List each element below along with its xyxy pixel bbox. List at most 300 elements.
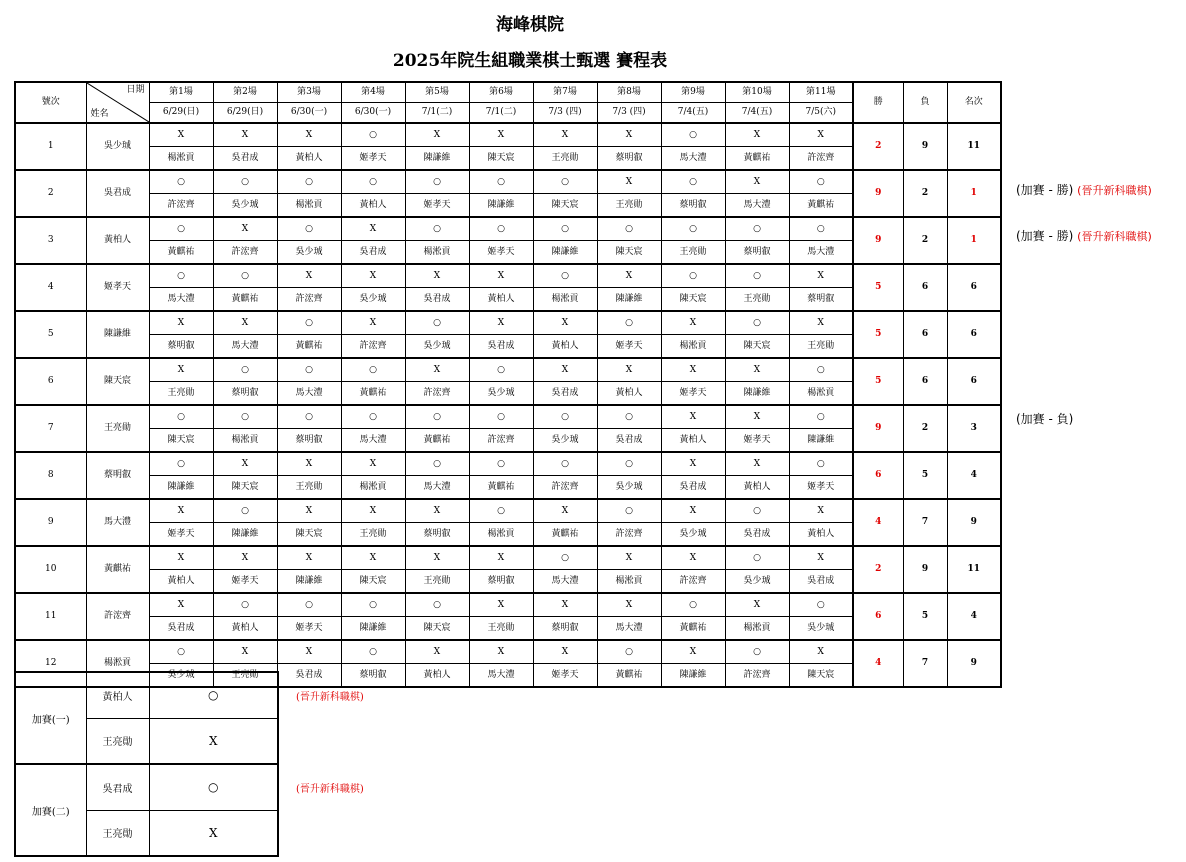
player-wins: 5 bbox=[853, 264, 903, 311]
game-result: X bbox=[789, 546, 853, 570]
game-opponent: 陳天宸 bbox=[405, 617, 469, 641]
game-opponent: 姬孝天 bbox=[469, 241, 533, 265]
game-opponent: 黃麒祐 bbox=[149, 241, 213, 265]
playoff-1-note: (晉升新科職棋) bbox=[296, 692, 364, 703]
game-opponent: 馬大澧 bbox=[405, 476, 469, 500]
game-result: X bbox=[277, 264, 341, 288]
game-result: ○ bbox=[469, 170, 533, 194]
game-opponent: 馬大澧 bbox=[661, 147, 725, 171]
round-label: 第2場 bbox=[213, 82, 277, 103]
player-wins: 4 bbox=[853, 499, 903, 546]
game-result: ○ bbox=[341, 123, 405, 147]
game-result: ○ bbox=[533, 546, 597, 570]
round-label: 第3場 bbox=[277, 82, 341, 103]
game-result: ○ bbox=[277, 311, 341, 335]
game-opponent: 黃柏人 bbox=[341, 194, 405, 218]
game-result: X bbox=[149, 123, 213, 147]
player-name: 蔡明叡 bbox=[86, 452, 149, 499]
page-title: 海峰棋院 bbox=[496, 15, 564, 35]
player-losses: 2 bbox=[903, 217, 947, 264]
player-name: 姬孝天 bbox=[86, 264, 149, 311]
game-result: ○ bbox=[213, 358, 277, 382]
playoff-2-result-1: ○ bbox=[149, 764, 278, 810]
player-row bbox=[15, 546, 1001, 570]
game-opponent: 馬大澧 bbox=[149, 288, 213, 312]
game-result: ○ bbox=[469, 358, 533, 382]
game-result: X bbox=[661, 546, 725, 570]
game-result: ○ bbox=[661, 123, 725, 147]
game-result: ○ bbox=[341, 593, 405, 617]
game-opponent: 楊淞貢 bbox=[597, 570, 661, 594]
game-result: ○ bbox=[149, 452, 213, 476]
game-result: ○ bbox=[277, 217, 341, 241]
game-opponent: 姬孝天 bbox=[661, 382, 725, 406]
game-result: ○ bbox=[725, 264, 789, 288]
game-opponent: 黃柏人 bbox=[149, 570, 213, 594]
game-opponent: 黃柏人 bbox=[213, 617, 277, 641]
game-opponent: 楊淞貢 bbox=[149, 147, 213, 171]
playoff-1-label: 加賽(一) bbox=[15, 672, 86, 764]
game-result: ○ bbox=[341, 640, 405, 664]
game-opponent: 姬孝天 bbox=[789, 476, 853, 500]
player-name: 楊淞貢 bbox=[86, 640, 149, 687]
round-date: 7/4(五) bbox=[661, 103, 725, 124]
round-date: 7/3 (四) bbox=[597, 103, 661, 124]
game-result: ○ bbox=[341, 358, 405, 382]
round-date: 7/4(五) bbox=[725, 103, 789, 124]
round-date: 6/30(一) bbox=[277, 103, 341, 124]
player-number: 10 bbox=[15, 546, 86, 593]
game-result: ○ bbox=[725, 640, 789, 664]
game-opponent: 蔡明叡 bbox=[341, 664, 405, 688]
game-opponent: 陳謙維 bbox=[341, 617, 405, 641]
game-result: X bbox=[469, 264, 533, 288]
game-opponent: 黃柏人 bbox=[405, 664, 469, 688]
game-opponent: 許浤齊 bbox=[277, 288, 341, 312]
game-result: ○ bbox=[597, 311, 661, 335]
game-opponent: 黃麒祐 bbox=[277, 335, 341, 359]
game-opponent: 馬大澧 bbox=[277, 382, 341, 406]
game-opponent: 陳天宸 bbox=[469, 147, 533, 171]
player-losses: 7 bbox=[903, 640, 947, 687]
game-opponent: 蔡明叡 bbox=[213, 382, 277, 406]
game-opponent: 蔡明叡 bbox=[405, 523, 469, 547]
game-result: ○ bbox=[533, 217, 597, 241]
player-number: 11 bbox=[15, 593, 86, 640]
header-losses: 負 bbox=[903, 82, 947, 123]
game-result: X bbox=[661, 358, 725, 382]
game-opponent: 楊淞貢 bbox=[725, 617, 789, 641]
playoff-2-player-2: 王亮勛 bbox=[86, 810, 149, 856]
game-result: X bbox=[341, 264, 405, 288]
game-opponent: 姬孝天 bbox=[533, 664, 597, 688]
game-opponent: 蔡明叡 bbox=[597, 147, 661, 171]
game-opponent: 姬孝天 bbox=[277, 617, 341, 641]
game-opponent: 姬孝天 bbox=[405, 194, 469, 218]
game-opponent: 王亮勛 bbox=[725, 288, 789, 312]
player-rank: 1 bbox=[947, 170, 1001, 217]
game-result: ○ bbox=[789, 170, 853, 194]
player-row bbox=[15, 123, 1001, 147]
game-result: X bbox=[469, 123, 533, 147]
player-number: 1 bbox=[15, 123, 86, 170]
game-result: X bbox=[277, 546, 341, 570]
player-row bbox=[15, 358, 1001, 382]
game-result: ○ bbox=[789, 452, 853, 476]
game-result: ○ bbox=[661, 593, 725, 617]
game-opponent: 吳少珹 bbox=[661, 523, 725, 547]
game-result: X bbox=[789, 264, 853, 288]
player-rank: 4 bbox=[947, 452, 1001, 499]
game-result: ○ bbox=[149, 264, 213, 288]
game-opponent: 吳少珹 bbox=[277, 241, 341, 265]
game-opponent: 許浤齊 bbox=[725, 664, 789, 688]
game-result: X bbox=[597, 123, 661, 147]
game-result: ○ bbox=[661, 170, 725, 194]
game-opponent: 馬大澧 bbox=[213, 335, 277, 359]
game-result: X bbox=[213, 311, 277, 335]
player-row bbox=[15, 264, 1001, 288]
game-result: X bbox=[789, 123, 853, 147]
game-result: X bbox=[661, 499, 725, 523]
game-result: X bbox=[725, 405, 789, 429]
player-number: 7 bbox=[15, 405, 86, 452]
game-result: ○ bbox=[597, 217, 661, 241]
game-opponent: 黃柏人 bbox=[277, 147, 341, 171]
game-opponent: 吳君成 bbox=[597, 429, 661, 453]
game-result: X bbox=[149, 358, 213, 382]
game-opponent: 吳君成 bbox=[341, 241, 405, 265]
game-result: ○ bbox=[597, 640, 661, 664]
game-result: ○ bbox=[661, 217, 725, 241]
game-opponent: 吳少珹 bbox=[469, 382, 533, 406]
game-result: X bbox=[341, 499, 405, 523]
player-rank: 11 bbox=[947, 123, 1001, 170]
game-opponent: 姬孝天 bbox=[149, 523, 213, 547]
game-result: X bbox=[213, 640, 277, 664]
game-opponent: 楊淞貢 bbox=[277, 194, 341, 218]
game-opponent: 許浤齊 bbox=[661, 570, 725, 594]
game-opponent: 馬大澧 bbox=[725, 194, 789, 218]
game-result: ○ bbox=[149, 217, 213, 241]
game-result: ○ bbox=[469, 452, 533, 476]
game-opponent: 吳君成 bbox=[213, 147, 277, 171]
game-opponent: 許浤齊 bbox=[789, 147, 853, 171]
game-result: X bbox=[469, 593, 533, 617]
game-opponent: 蔡明叡 bbox=[469, 570, 533, 594]
game-result: X bbox=[341, 311, 405, 335]
game-result: ○ bbox=[533, 405, 597, 429]
game-result: ○ bbox=[533, 452, 597, 476]
player-losses: 2 bbox=[903, 405, 947, 452]
game-result: ○ bbox=[469, 405, 533, 429]
note-row-7-text: (加賽 - 負) bbox=[1016, 412, 1074, 426]
game-opponent: 吳君成 bbox=[469, 335, 533, 359]
game-opponent: 吳少珹 bbox=[533, 429, 597, 453]
game-result: X bbox=[213, 452, 277, 476]
playoff-2-result-2: X bbox=[149, 810, 278, 856]
game-opponent: 蔡明叡 bbox=[277, 429, 341, 453]
round-date: 7/3 (四) bbox=[533, 103, 597, 124]
round-date: 7/1(二) bbox=[405, 103, 469, 124]
game-opponent: 許浤齊 bbox=[533, 476, 597, 500]
game-result: X bbox=[725, 452, 789, 476]
player-losses: 9 bbox=[903, 123, 947, 170]
game-result: ○ bbox=[405, 311, 469, 335]
game-opponent: 許浤齊 bbox=[149, 194, 213, 218]
game-result: X bbox=[405, 358, 469, 382]
player-name: 黃柏人 bbox=[86, 217, 149, 264]
round-date: 6/30(一) bbox=[341, 103, 405, 124]
game-result: ○ bbox=[725, 546, 789, 570]
game-opponent: 陳謙維 bbox=[725, 382, 789, 406]
game-result: X bbox=[213, 123, 277, 147]
game-result: X bbox=[597, 264, 661, 288]
game-result: ○ bbox=[149, 405, 213, 429]
player-losses: 6 bbox=[903, 358, 947, 405]
player-number: 2 bbox=[15, 170, 86, 217]
game-result: ○ bbox=[405, 170, 469, 194]
game-result: ○ bbox=[405, 452, 469, 476]
game-result: X bbox=[149, 546, 213, 570]
player-wins: 6 bbox=[853, 452, 903, 499]
game-result: X bbox=[405, 546, 469, 570]
game-opponent: 楊淞貢 bbox=[533, 288, 597, 312]
playoff-table bbox=[14, 671, 279, 857]
game-opponent: 王亮勛 bbox=[213, 664, 277, 688]
game-result: X bbox=[725, 123, 789, 147]
game-result: X bbox=[341, 217, 405, 241]
game-result: ○ bbox=[213, 405, 277, 429]
player-wins: 2 bbox=[853, 123, 903, 170]
game-result: ○ bbox=[661, 264, 725, 288]
game-result: X bbox=[789, 640, 853, 664]
player-wins: 5 bbox=[853, 358, 903, 405]
game-opponent: 蔡明叡 bbox=[725, 241, 789, 265]
game-opponent: 楊淞貢 bbox=[469, 523, 533, 547]
player-number: 12 bbox=[15, 640, 86, 687]
game-opponent: 許浤齊 bbox=[341, 335, 405, 359]
round-label: 第10場 bbox=[725, 82, 789, 103]
player-rank: 9 bbox=[947, 640, 1001, 687]
player-losses: 5 bbox=[903, 593, 947, 640]
note-row-2-promo: (晉升新科職棋) bbox=[1077, 184, 1152, 197]
schedule-table bbox=[14, 81, 1002, 688]
round-label: 第8場 bbox=[597, 82, 661, 103]
header-date-name bbox=[86, 82, 149, 123]
game-opponent: 陳天宸 bbox=[789, 664, 853, 688]
player-name: 陳天宸 bbox=[86, 358, 149, 405]
game-opponent: 黃麒祐 bbox=[213, 288, 277, 312]
game-opponent: 陳天宸 bbox=[725, 335, 789, 359]
game-opponent: 陳謙維 bbox=[277, 570, 341, 594]
header-wins: 勝 bbox=[853, 82, 903, 123]
game-opponent: 姬孝天 bbox=[341, 147, 405, 171]
game-result: X bbox=[213, 546, 277, 570]
game-result: ○ bbox=[405, 405, 469, 429]
game-result: X bbox=[725, 170, 789, 194]
game-opponent: 吳少珹 bbox=[149, 664, 213, 688]
player-name: 陳謙維 bbox=[86, 311, 149, 358]
round-date: 6/29(日) bbox=[149, 103, 213, 124]
game-opponent: 黃柏人 bbox=[789, 523, 853, 547]
game-result: ○ bbox=[277, 593, 341, 617]
game-opponent: 楊淞貢 bbox=[341, 476, 405, 500]
player-losses: 5 bbox=[903, 452, 947, 499]
game-opponent: 王亮勛 bbox=[341, 523, 405, 547]
game-result: ○ bbox=[789, 593, 853, 617]
player-wins: 2 bbox=[853, 546, 903, 593]
player-losses: 6 bbox=[903, 311, 947, 358]
game-opponent: 楊淞貢 bbox=[213, 429, 277, 453]
player-number: 3 bbox=[15, 217, 86, 264]
game-opponent: 黃柏人 bbox=[469, 288, 533, 312]
game-result: X bbox=[789, 311, 853, 335]
round-date: 6/29(日) bbox=[213, 103, 277, 124]
game-result: X bbox=[469, 311, 533, 335]
header-no: 號次 bbox=[15, 82, 86, 123]
game-result: ○ bbox=[341, 405, 405, 429]
player-row bbox=[15, 405, 1001, 429]
game-opponent: 蔡明叡 bbox=[661, 194, 725, 218]
playoff-1-player-2: 王亮勛 bbox=[86, 718, 149, 764]
player-row bbox=[15, 170, 1001, 194]
round-label: 第7場 bbox=[533, 82, 597, 103]
player-rank: 6 bbox=[947, 264, 1001, 311]
player-number: 5 bbox=[15, 311, 86, 358]
game-result: ○ bbox=[533, 170, 597, 194]
game-result: X bbox=[661, 452, 725, 476]
game-opponent: 王亮勛 bbox=[661, 241, 725, 265]
game-result: X bbox=[341, 546, 405, 570]
playoff-1-result-2: X bbox=[149, 718, 278, 764]
game-result: ○ bbox=[213, 170, 277, 194]
game-opponent: 楊淞貢 bbox=[661, 335, 725, 359]
playoff-2-label: 加賽(二) bbox=[15, 764, 86, 856]
game-result: ○ bbox=[277, 170, 341, 194]
game-opponent: 陳天宸 bbox=[597, 241, 661, 265]
game-opponent: 馬大澧 bbox=[789, 241, 853, 265]
game-result: X bbox=[213, 217, 277, 241]
game-opponent: 陳天宸 bbox=[341, 570, 405, 594]
player-rank: 4 bbox=[947, 593, 1001, 640]
game-opponent: 黃麒祐 bbox=[341, 382, 405, 406]
game-result: ○ bbox=[789, 405, 853, 429]
page-subtitle: 2025年院生組職業棋士甄選 賽程表 bbox=[392, 51, 668, 71]
game-opponent: 黃柏人 bbox=[725, 476, 789, 500]
game-result: X bbox=[277, 452, 341, 476]
game-opponent: 王亮勛 bbox=[597, 194, 661, 218]
game-result: ○ bbox=[213, 264, 277, 288]
playoff-1-player-1: 黃柏人 bbox=[86, 672, 149, 718]
game-opponent: 陳謙維 bbox=[149, 476, 213, 500]
note-row-2-text: (加賽 - 勝) bbox=[1016, 183, 1074, 197]
game-result: X bbox=[725, 593, 789, 617]
game-result: X bbox=[597, 170, 661, 194]
player-row bbox=[15, 640, 1001, 664]
round-label: 第1場 bbox=[149, 82, 213, 103]
game-opponent: 黃麒祐 bbox=[725, 147, 789, 171]
player-rank: 1 bbox=[947, 217, 1001, 264]
game-opponent: 馬大澧 bbox=[341, 429, 405, 453]
game-result: X bbox=[533, 358, 597, 382]
game-result: X bbox=[661, 405, 725, 429]
game-result: ○ bbox=[405, 217, 469, 241]
player-number: 6 bbox=[15, 358, 86, 405]
note-row-7 bbox=[1016, 410, 1073, 427]
game-opponent: 黃麒祐 bbox=[597, 664, 661, 688]
game-result: X bbox=[533, 123, 597, 147]
note-row-3 bbox=[1016, 227, 1152, 244]
player-name: 吳君成 bbox=[86, 170, 149, 217]
game-opponent: 楊淞貢 bbox=[405, 241, 469, 265]
round-date: 7/1(二) bbox=[469, 103, 533, 124]
game-opponent: 許浤齊 bbox=[405, 382, 469, 406]
round-label: 第9場 bbox=[661, 82, 725, 103]
player-name: 許浤齊 bbox=[86, 593, 149, 640]
game-opponent: 馬大澧 bbox=[597, 617, 661, 641]
game-result: X bbox=[725, 358, 789, 382]
player-number: 9 bbox=[15, 499, 86, 546]
game-opponent: 黃柏人 bbox=[597, 382, 661, 406]
game-opponent: 吳少珹 bbox=[597, 476, 661, 500]
game-result: ○ bbox=[725, 217, 789, 241]
game-opponent: 許浤齊 bbox=[213, 241, 277, 265]
game-result: X bbox=[533, 311, 597, 335]
game-opponent: 吳君成 bbox=[405, 288, 469, 312]
player-wins: 9 bbox=[853, 405, 903, 452]
game-result: ○ bbox=[725, 311, 789, 335]
game-opponent: 王亮勛 bbox=[533, 147, 597, 171]
game-opponent: 陳謙維 bbox=[789, 429, 853, 453]
player-losses: 2 bbox=[903, 170, 947, 217]
note-row-3-text: (加賽 - 勝) bbox=[1016, 229, 1074, 243]
game-opponent: 黃麒祐 bbox=[789, 194, 853, 218]
game-opponent: 吳少珹 bbox=[789, 617, 853, 641]
game-opponent: 陳天宸 bbox=[277, 523, 341, 547]
game-opponent: 陳謙維 bbox=[597, 288, 661, 312]
game-result: ○ bbox=[597, 452, 661, 476]
game-result: ○ bbox=[341, 170, 405, 194]
player-wins: 9 bbox=[853, 217, 903, 264]
game-result: ○ bbox=[213, 499, 277, 523]
game-opponent: 王亮勛 bbox=[469, 617, 533, 641]
note-row-2 bbox=[1016, 181, 1152, 198]
header-rank: 名次 bbox=[947, 82, 1001, 123]
playoff-2-player-1: 吳君成 bbox=[86, 764, 149, 810]
round-label: 第11場 bbox=[789, 82, 853, 103]
game-result: ○ bbox=[277, 358, 341, 382]
note-row-3-promo: (晉升新科職棋) bbox=[1077, 230, 1152, 243]
game-result: X bbox=[661, 311, 725, 335]
round-date: 7/5(六) bbox=[789, 103, 853, 124]
game-opponent: 吳少珹 bbox=[405, 335, 469, 359]
game-opponent: 楊淞貢 bbox=[789, 382, 853, 406]
playoff-1-result-1: ○ bbox=[149, 672, 278, 718]
player-wins: 4 bbox=[853, 640, 903, 687]
game-result: X bbox=[597, 593, 661, 617]
game-opponent: 姬孝天 bbox=[597, 335, 661, 359]
game-result: ○ bbox=[405, 593, 469, 617]
game-opponent: 黃麒祐 bbox=[533, 523, 597, 547]
player-name: 王亮勛 bbox=[86, 405, 149, 452]
game-opponent: 許浤齊 bbox=[469, 429, 533, 453]
game-opponent: 黃麒祐 bbox=[469, 476, 533, 500]
game-opponent: 姬孝天 bbox=[213, 570, 277, 594]
game-opponent: 王亮勛 bbox=[277, 476, 341, 500]
game-result: X bbox=[533, 593, 597, 617]
game-result: X bbox=[405, 264, 469, 288]
